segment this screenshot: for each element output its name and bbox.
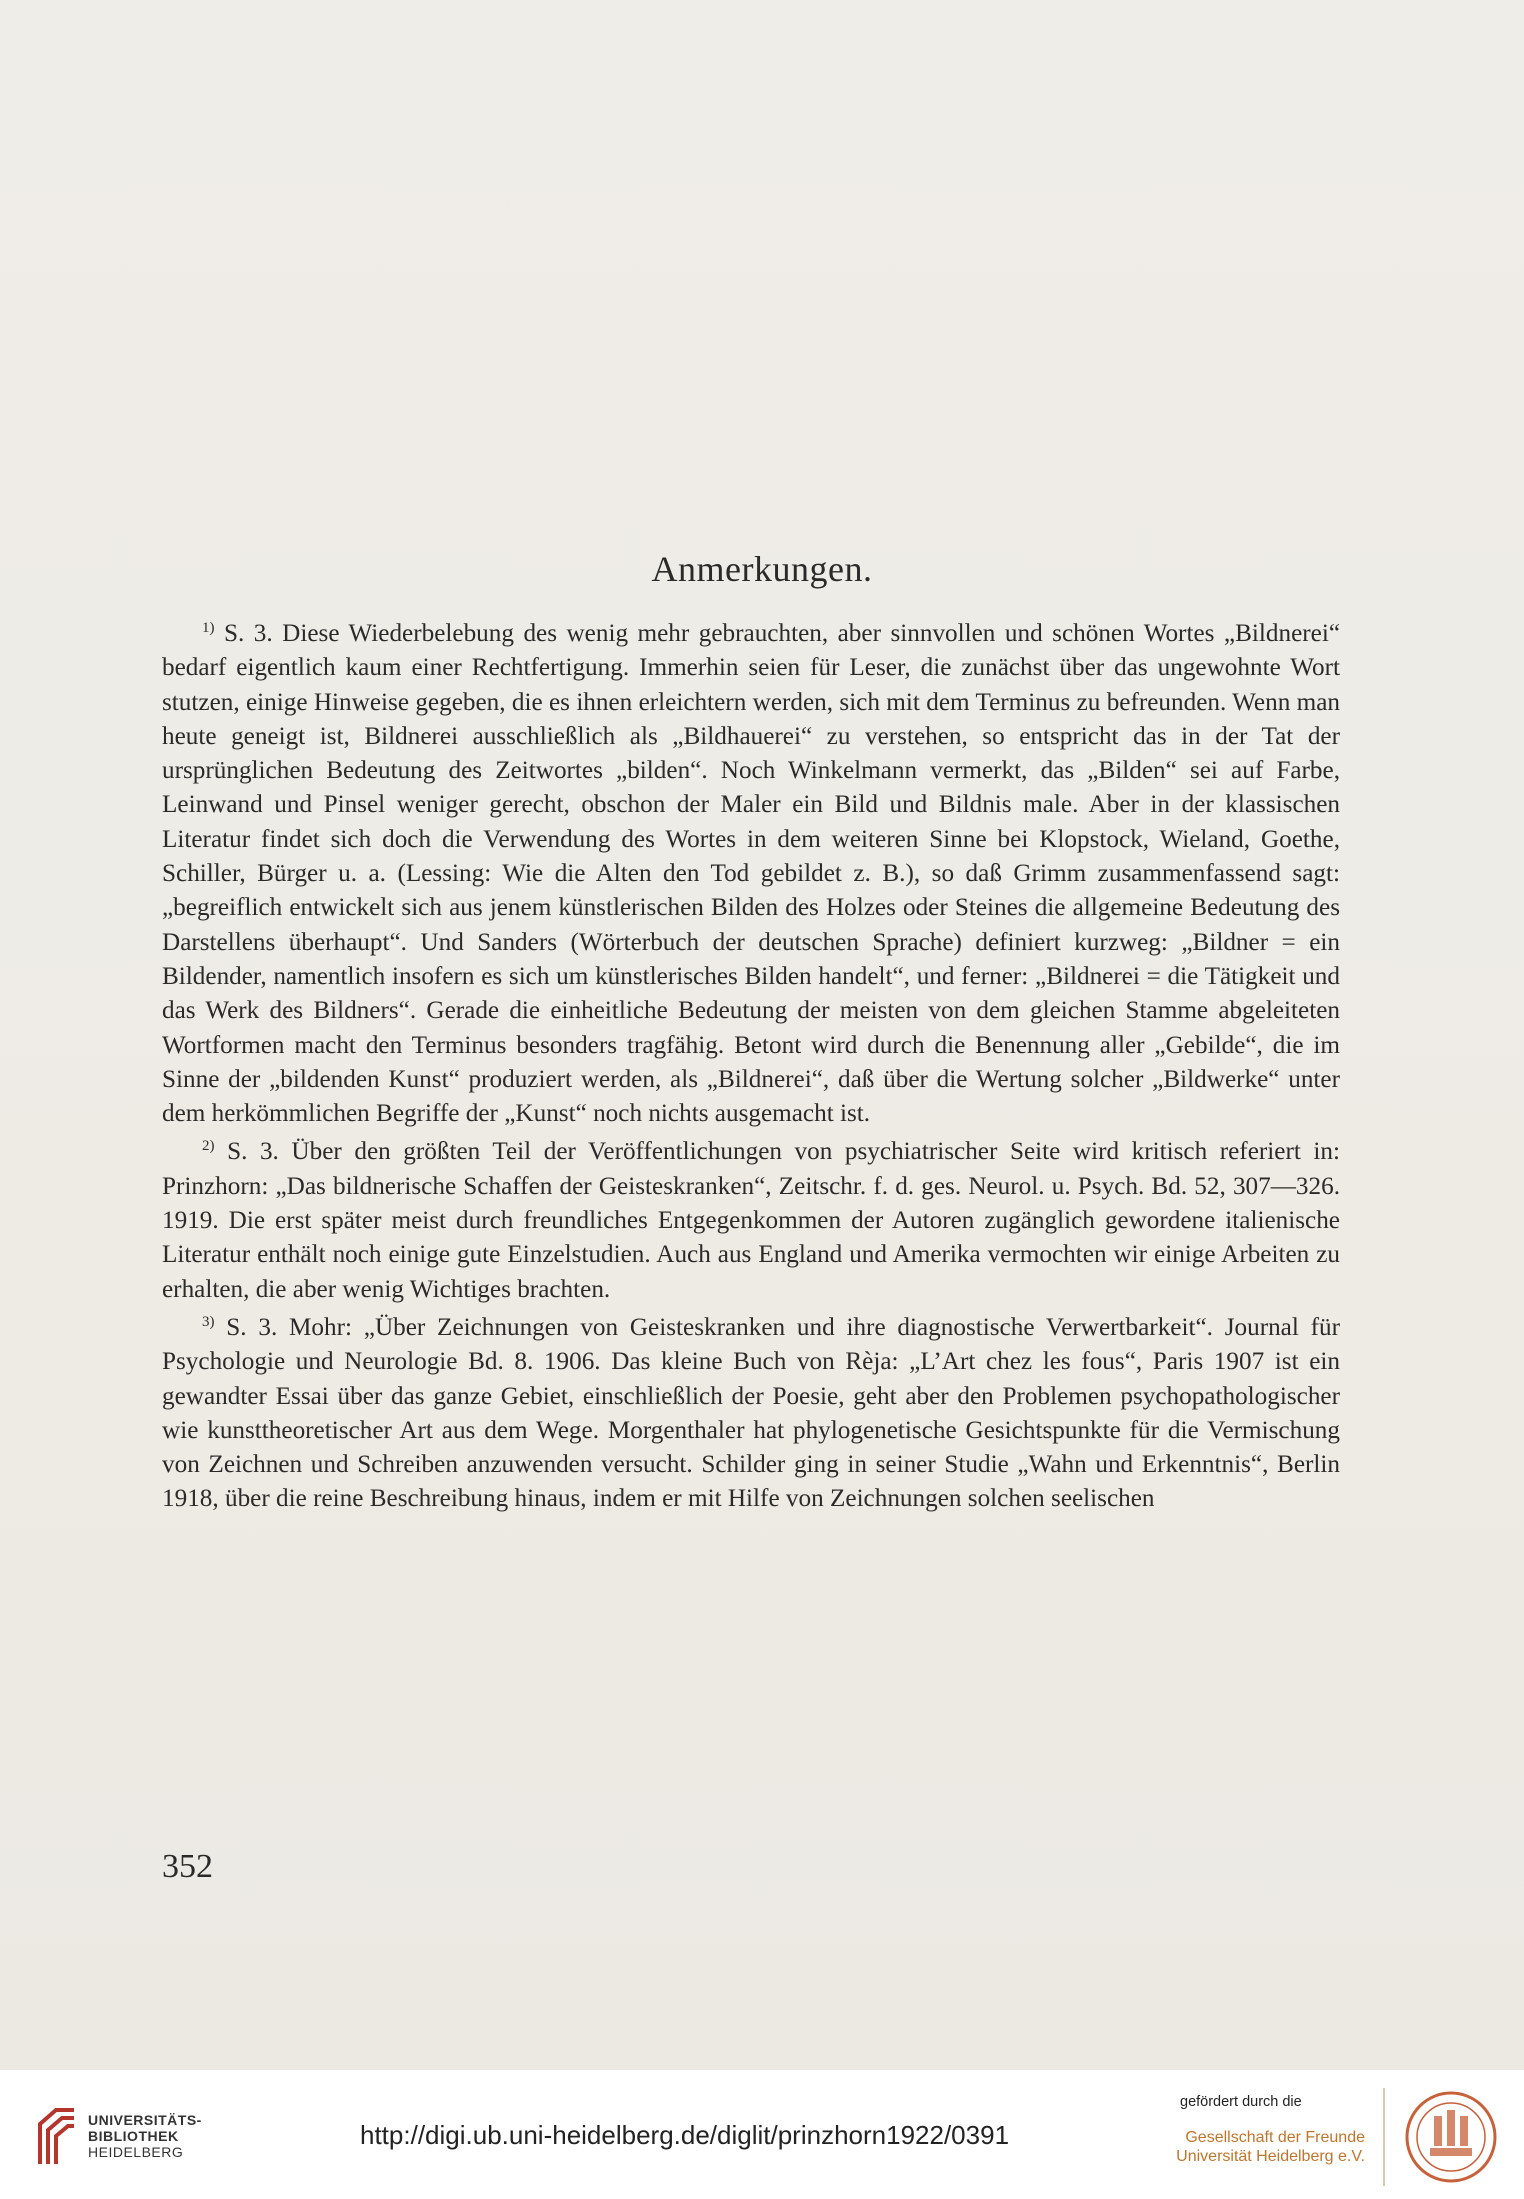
footnote-3-text: S. 3. Mohr: „Über Zeichnungen von Geisteskranken und ihre diagnostische Verwertbarkeit“. Journal für Psychologie und Neurologie Bd. 8. 1906. Das kleine Buch von Rèja: „L’Art chez les fous“, Paris 1907 ist ein gewandter Essai über das ganze Gebiet, einschließlich der Poesie, geht aber den Problemen psychopathologischer wie kunsttheoretischer Art aus dem Wege. Morgenthaler hat phylogenetische Gesichtspunkte für die Vermischung von Zeichnen und Schreiben anzuwenden versucht. Schilder ging in seiner Studie „Wahn und Erkenntnis“, Berlin 1918, über die reine Beschreibung hinaus, indem er mit Hilfe von Zeichnungen solchen seelischen	[162, 1313, 1341, 1513]
university-library-logo-icon	[34, 2102, 80, 2168]
digitization-footer	[0, 2070, 1524, 2199]
footnote-1-marker: 1)	[202, 620, 215, 636]
permalink-url[interactable]: http://digi.ub.uni-heidelberg.de/diglit/prinzhorn1922/0391	[360, 2120, 1010, 2150]
footnote-1	[162, 617, 1340, 1131]
university-library-name: UNIVERSITÄTS- BIBLIOTHEK HEIDELBERG	[88, 2112, 202, 2160]
sponsor-label: gefördert durch die	[1180, 2094, 1302, 2110]
page-title: Anmerkungen.	[651, 549, 873, 589]
sponsor-name: Gesellschaft der Freunde Universität Heidelberg e.V.	[1176, 2129, 1365, 2165]
bleed-through-text	[160, 170, 1360, 570]
footnote-2-text: S. 3. Über den größten Teil der Veröffentlichungen von psychiatrischer Seite wird kritisch referiert in: Prinzhorn: „Das bildnerische Schaffen der Geisteskranken“, Zeitschr. f. d. ges. Neurol. u. Psych. Bd. 52, 307—326. 1919. Die erst später meist durch freundliches Entgegenkommen der Autoren zugänglich gewordene italienische Literatur enthält noch einige gute Einzelstudien. Auch aus England und Amerika vermochten wir einige Arbeiten zu erhalten, die aber wenig Wichtiges brachten.	[162, 1138, 1340, 1303]
footnote-3-marker: 3)	[202, 1313, 215, 1330]
footnote-2	[162, 1135, 1340, 1306]
footer-divider	[1383, 2088, 1385, 2186]
footnotes-body	[162, 617, 1340, 1521]
footnote-1-text: S. 3. Diese Wiederbelebung des wenig mehr gebrauchten, aber sinnvollen und schönen Wortes „Bildnerei“ bedarf eigentlich kaum einer Rechtfertigung. Immerhin seien für Leser, die zunächst über das ungewohnte Wort stutzen, einige Hinweise gegeben, die es ihnen erleichtern werden, sich mit dem Terminus zu befreunden. Wenn man heute geneigt ist, Bildnerei ausschließlich als „Bildhauerei“ zu verstehen, so entspricht das in der Tat der ursprünglichen Bedeutung des Zeitwortes „bilden“. Noch Winkelmann vermerkt, das „Bilden“ sei auf Farbe, Leinwand und Pinsel weniger gerecht, obschon der Maler ein Bild und Bildnis male. Aber in der klassischen Literatur findet sich doch die Verwendung des Wortes in dem weiteren Sinne bei Klopstock, Wieland, Goethe, Schiller, Bürger u. a. (Lessing: Wie die Alten den Tod gebildet z. B.), so daß Grimm zusammenfassend sagt: „begreiflich entwickelt sich aus jenem künstlerischen Bilden des Holzes oder Steines die allgemeine Bedeutung des Darstellens überhaupt“. Und Sanders (Wörterbuch der deutschen Sprache) definiert kurzweg: „Bildner = ein Bildender, namentlich insofern es sich um künstlerisches Bilden handelt“, und ferner: „Bildnerei = die Tätigkeit und das Werk des Bildners“. Gerade die einheitliche Bedeutung der meisten von dem gleichen Stamme abgeleiteten Wortformen macht den Terminus besonders tragfähig. Betont wird durch die Benennung aller „Gebilde“, die im Sinne der „bildenden Kunst“ produziert werden, als „Bildnerei“, daß über die Wertung solcher „Bildwerke“ unter dem herkömmlichen Begriffe der „Kunst“ noch nichts ausgemacht ist.	[162, 620, 1340, 1128]
footnote-2-marker: 2)	[202, 1138, 215, 1155]
university-seal-icon	[1404, 2090, 1498, 2184]
footnote-3	[162, 1311, 1340, 1517]
page-number: 352	[162, 1848, 213, 1885]
